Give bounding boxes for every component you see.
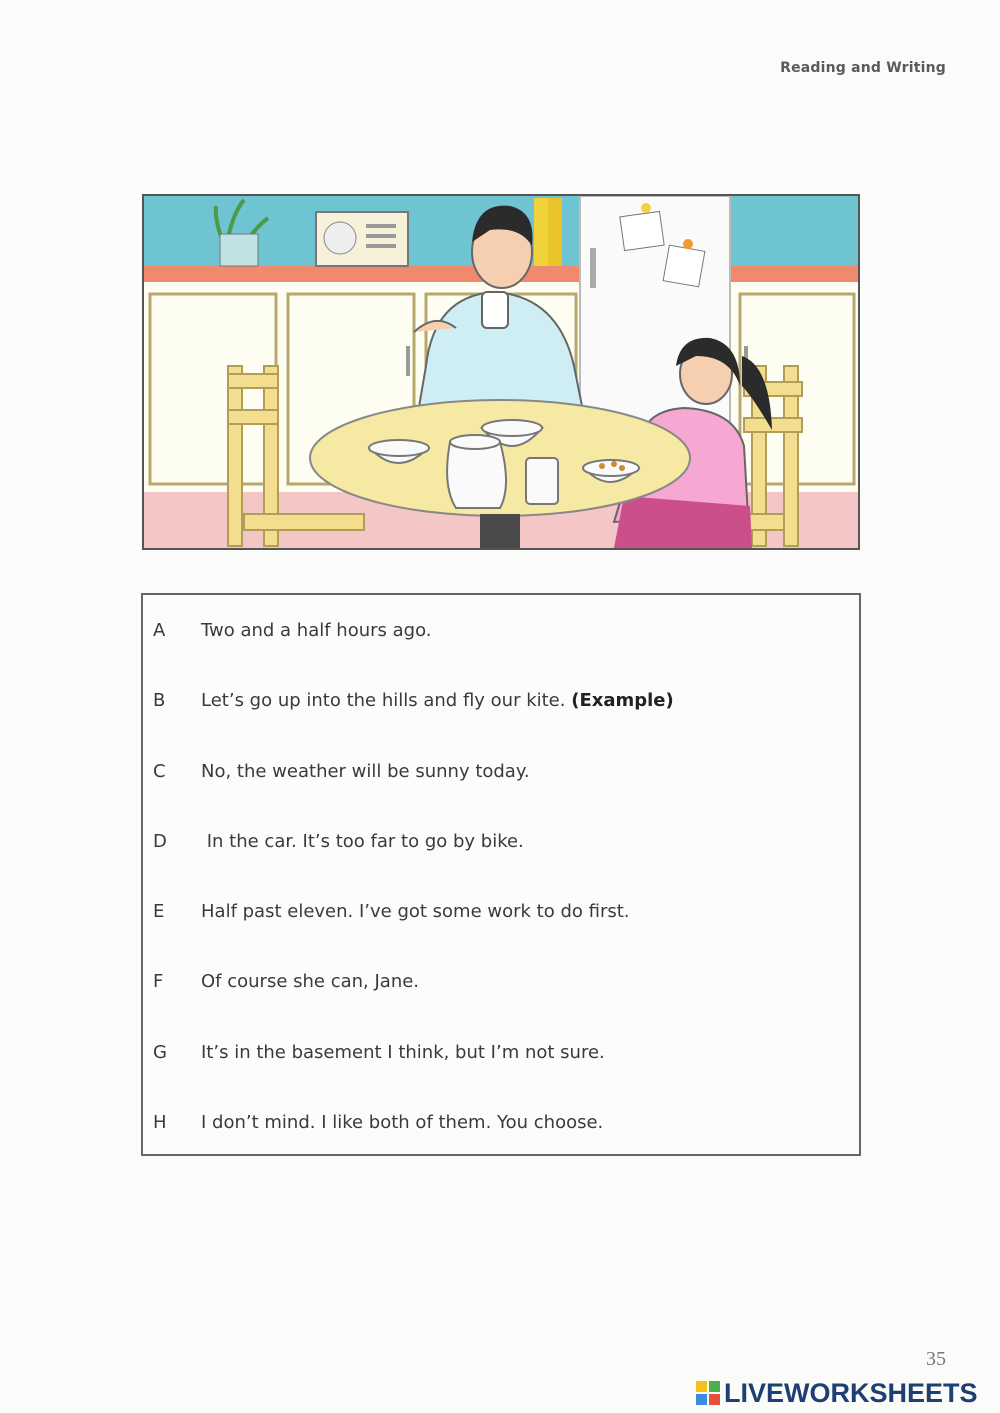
option-letter: F bbox=[153, 971, 164, 992]
option-text: Of course she can, Jane. bbox=[201, 971, 420, 992]
option-letter: C bbox=[153, 761, 166, 782]
liveworksheets-logo[interactable] bbox=[696, 1377, 978, 1408]
option-letter: A bbox=[153, 620, 166, 641]
option-text: I don’t mind. I like both of them. You choose. bbox=[201, 1112, 604, 1133]
option-text: Half past eleven. I’ve got some work to do first. bbox=[201, 901, 630, 922]
option-letter: E bbox=[153, 901, 165, 922]
kitchen-illustration bbox=[142, 194, 860, 550]
brand-name: LIVEWORKSHEETS bbox=[724, 1377, 978, 1408]
option-letter: B bbox=[153, 690, 166, 711]
option-letter: D bbox=[153, 831, 167, 852]
page-number: 35 bbox=[926, 1348, 946, 1370]
option-text: In the car. It’s too far to go by bike. bbox=[201, 831, 524, 852]
example-label: (Example) bbox=[571, 690, 674, 711]
option-letter: G bbox=[153, 1042, 167, 1063]
liveworksheets-logo-icon bbox=[696, 1381, 720, 1405]
option-letter: H bbox=[153, 1112, 167, 1133]
option-text: No, the weather will be sunny today. bbox=[201, 761, 530, 782]
option-text: Two and a half hours ago. bbox=[201, 620, 432, 641]
option-text: It’s in the basement I think, but I’m not sure. bbox=[201, 1042, 605, 1063]
answer-options-box bbox=[141, 593, 861, 1156]
option-text: Let’s go up into the hills and fly our kite. bbox=[201, 690, 566, 711]
section-title: Reading and Writing bbox=[780, 60, 946, 76]
